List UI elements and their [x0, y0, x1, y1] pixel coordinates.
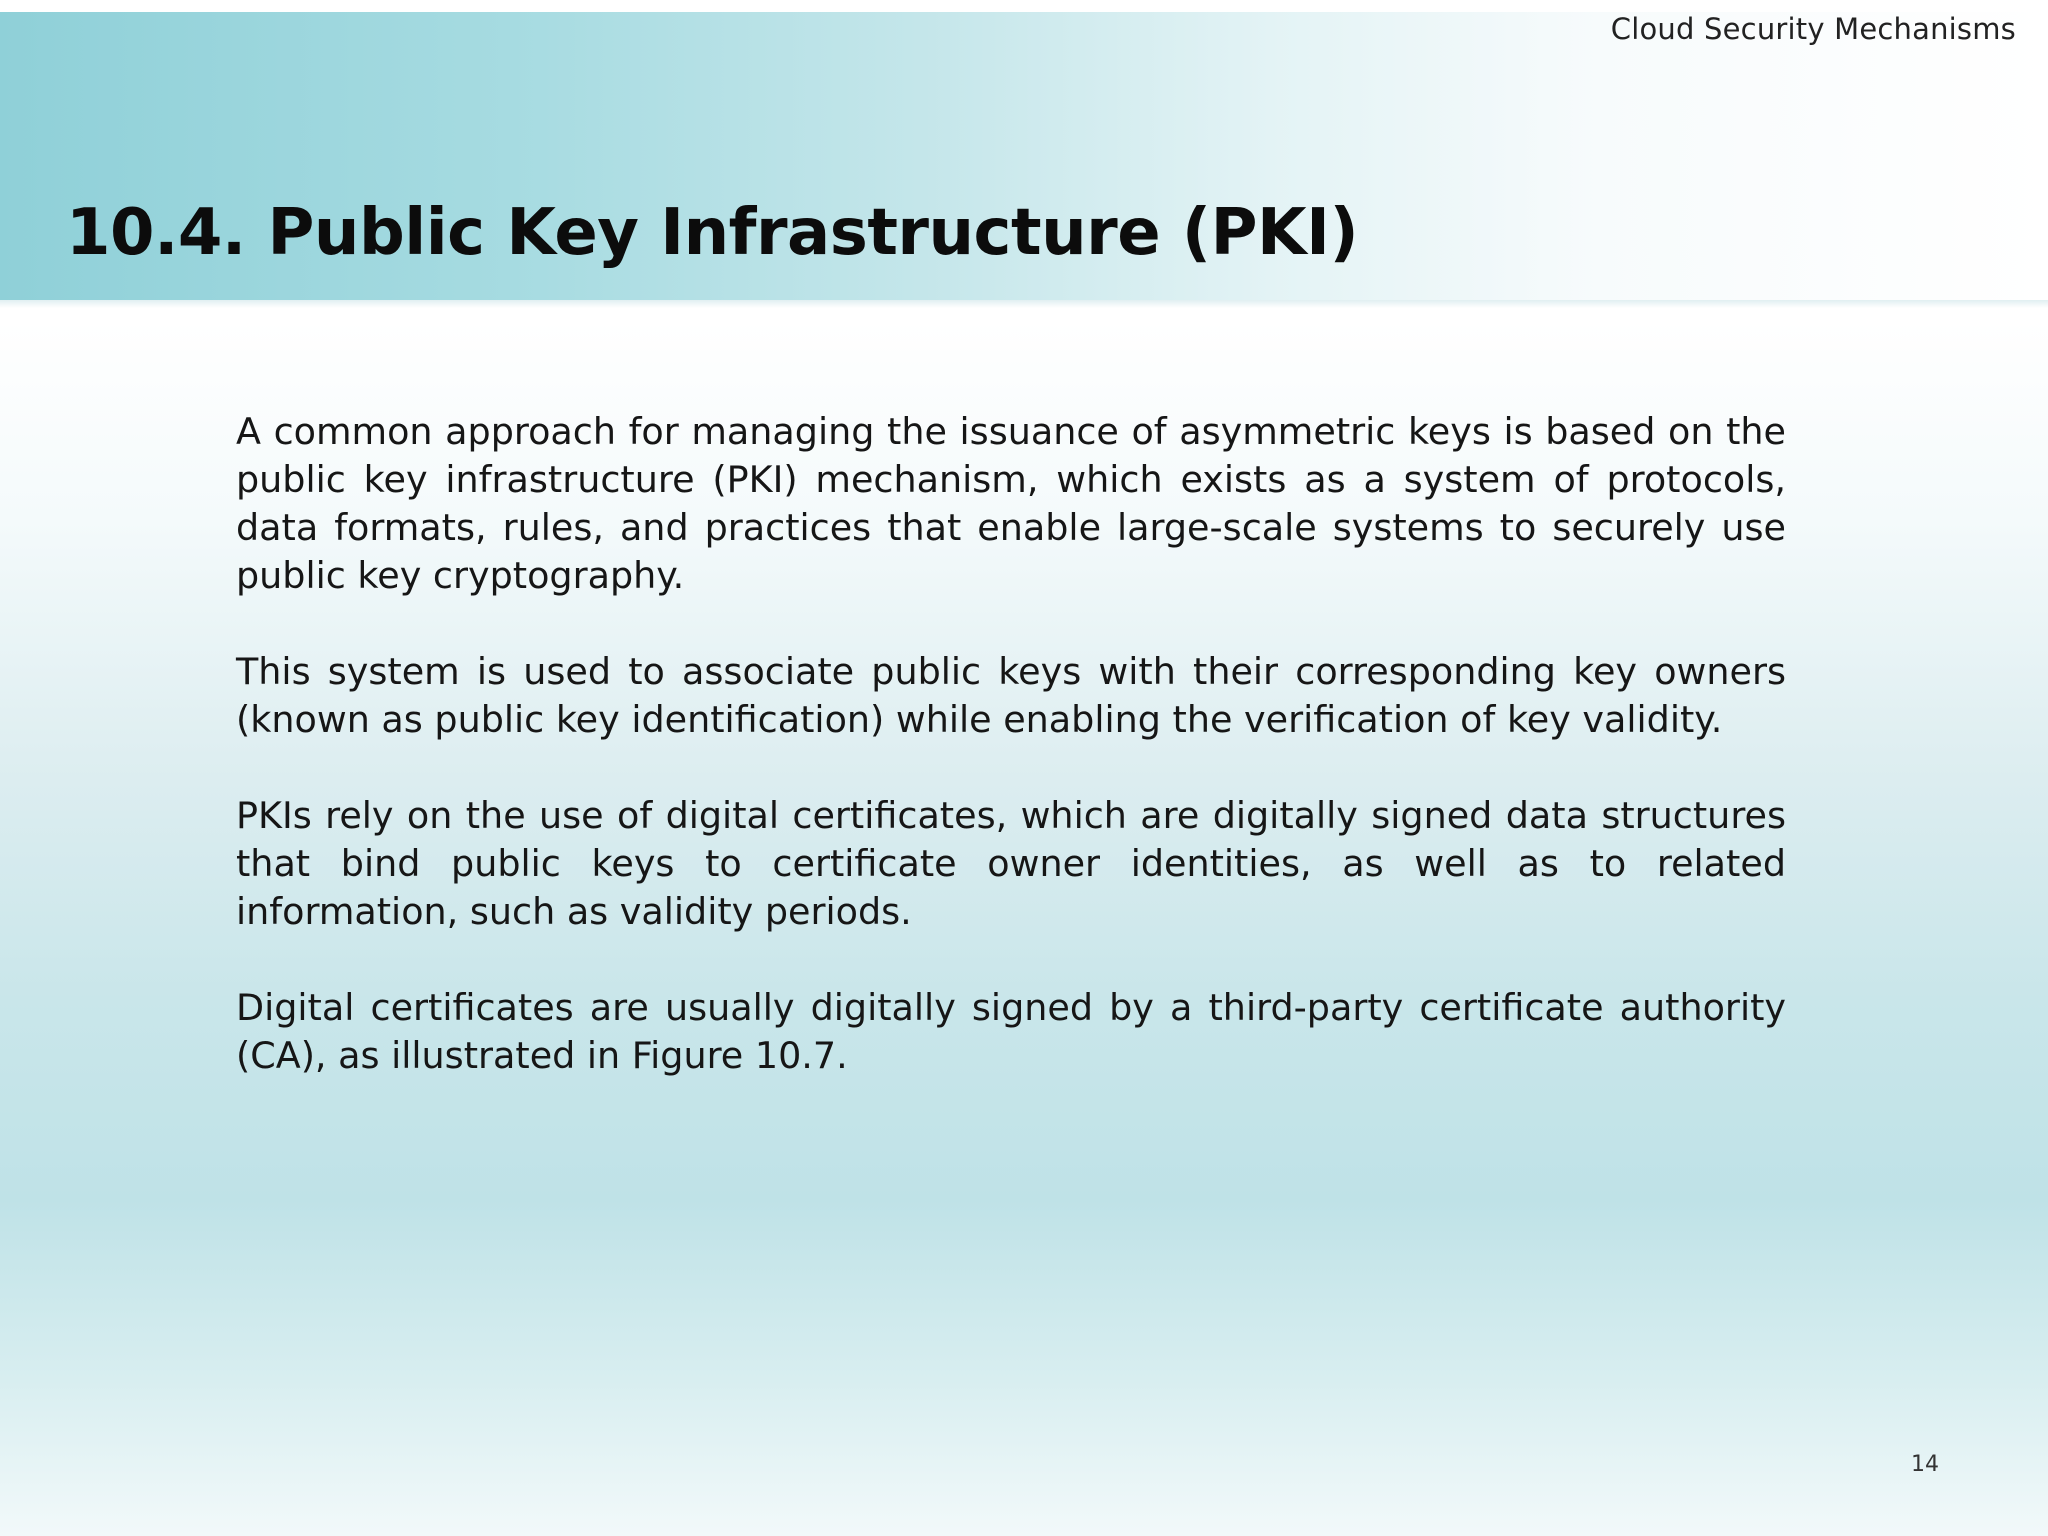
slide-body — [236, 408, 1786, 1128]
slide-title: 10.4. Public Key Infrastructure (PKI) — [66, 196, 1359, 270]
paragraph-pki-approach: A common approach for managing the issuance of asymmetric keys is based on the public key infrastructure (PKI) mechanism, which exists as a system of protocols, data formats, rules, and practices that enable large-scale systems to securely use public key cryptography. — [236, 410, 1786, 597]
paragraph-digital-certificates: PKIs rely on the use of digital certificates, which are digitally signed data structures that bind public keys to certificate owner identities, as well as to related information, such as validity periods. — [236, 794, 1786, 933]
running-header: Cloud Security Mechanisms — [1610, 12, 2016, 46]
paragraph-key-identification: This system is used to associate public keys with their corresponding key owners (known as public key identification) while enabling the verification of key validity. — [236, 650, 1786, 741]
paragraph-certificate-authority: Digital certificates are usually digitally signed by a third-party certificate authority (CA), as illustrated in Figure 10.7. — [236, 986, 1786, 1077]
page-number: 14 — [1911, 1452, 1939, 1477]
